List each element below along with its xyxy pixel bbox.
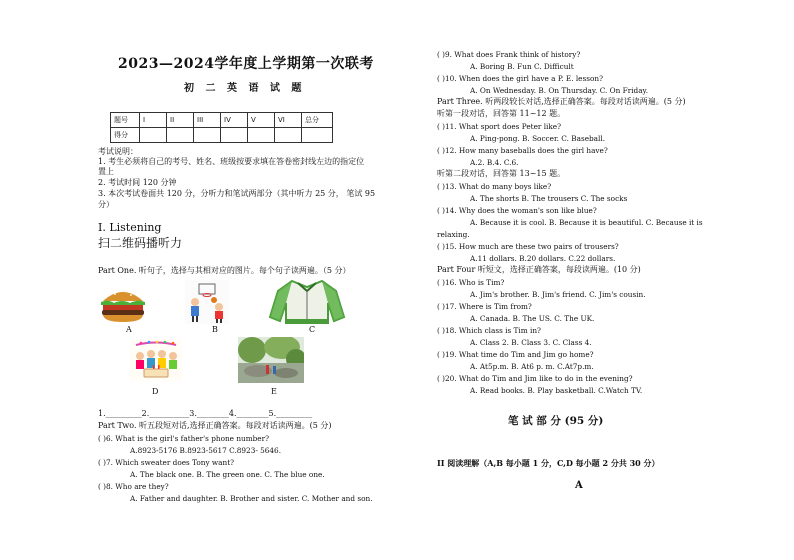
question-text: ( )7. Which sweater does Tony want? xyxy=(98,458,235,467)
question-text: ( )8. Who are they? xyxy=(98,482,169,491)
table-cell: 题号 xyxy=(111,113,140,128)
question-options: A. Canada. B. The US. C. The UK. xyxy=(470,314,595,323)
score-input[interactable] xyxy=(167,128,194,143)
score-table xyxy=(110,112,333,143)
question-options: A. On Wednesday. B. On Thursday. C. On Friday. xyxy=(470,86,649,95)
section-heading: I. Listening xyxy=(98,221,162,234)
question-text: ( )10. When does the girl have a P. E. lesson? xyxy=(437,74,603,83)
table-cell: III xyxy=(194,113,221,128)
question-options: A. Jim's brother. B. Jim's friend. C. Jim's cousin. xyxy=(470,290,646,299)
table-cell: IV xyxy=(221,113,248,128)
answer-blanks[interactable]: 1._________2.__________3.________4.________5._________ xyxy=(98,409,313,418)
table-row xyxy=(111,128,333,143)
question-text: ( )17. Where is Tim from? xyxy=(437,302,532,311)
image-label: D xyxy=(152,387,159,396)
instruction-line: 3. 本次考试卷面共 120 分，分听力和笔试两部分（其中听力 25 分， 笔试 95 xyxy=(98,189,376,198)
question-text: ( )12. How many baseballs does the girl have? xyxy=(437,146,608,155)
question-text: ( )13. What do many boys like? xyxy=(437,182,552,191)
image-label: E xyxy=(271,387,277,396)
question-text: ( )11. What sport does Peter like? xyxy=(437,122,562,131)
question-options: A. Because it is cool. B. Because it is beautiful. C. Because it is xyxy=(470,218,703,227)
question-text: ( )16. Who is Tim? xyxy=(437,278,505,287)
table-cell: II xyxy=(167,113,194,128)
score-input[interactable] xyxy=(248,128,275,143)
instruction-line: 分） xyxy=(98,200,114,209)
part-intro: 听第一段对话，回答第 11~12 题。 xyxy=(437,109,566,118)
question-options: A. Boring B. Fun C. Difficult xyxy=(470,62,574,71)
page-subtitle: 初 二 英 语 试 题 xyxy=(184,83,306,94)
instruction-line: 2. 考试时间 120 分钟 xyxy=(98,178,177,187)
table-cell: I xyxy=(140,113,167,128)
score-input[interactable] xyxy=(140,128,167,143)
instruction-line: 置上 xyxy=(98,167,114,176)
image-label: C xyxy=(309,325,316,334)
question-options: A. Father and daughter. B. Brother and sister. C. Mother and son. xyxy=(130,494,373,503)
jacket-image xyxy=(268,277,346,325)
question-options: A. Read books. B. Play basketball. C.Watch TV. xyxy=(470,386,643,395)
score-input[interactable] xyxy=(194,128,221,143)
question-options: A. At5p.m. B. At6 p. m. C.At7p.m. xyxy=(470,362,594,371)
question-text: ( )14. Why does the woman's son like blue? xyxy=(437,206,597,215)
part-heading: Part Two. 听五段短对话,选择正确答案。每段对话读两遍。(5 分) xyxy=(98,421,332,430)
question-text: ( )6. What is the girl's father's phone number? xyxy=(98,434,270,443)
image-label: B xyxy=(212,325,218,334)
question-text: ( )15. How much are these two pairs of trousers? xyxy=(437,242,619,251)
question-text: ( )19. What time do Tim and Jim go home? xyxy=(437,350,594,359)
table-cell: V xyxy=(248,113,275,128)
reading-section-heading: II 阅读理解（A,B 每小题 1 分，C,D 每小题 2 分共 30 分） xyxy=(437,458,660,468)
party-image xyxy=(130,339,182,381)
question-options: A. Ping-pong. B. Soccer. C. Baseball. xyxy=(470,134,606,143)
part-heading: Part Four 听短文，选择正确答案，每段读两遍。(10 分) xyxy=(437,265,641,274)
score-input[interactable] xyxy=(302,128,333,143)
question-text: ( )20. What do Tim and Jim like to do in the evening? xyxy=(437,374,633,383)
instructions-heading: 考试说明： xyxy=(98,147,138,156)
park-image xyxy=(238,337,304,383)
question-options: A. The shorts B. The trousers C. The socks xyxy=(470,194,628,203)
image-label: A xyxy=(126,325,132,334)
burger-image xyxy=(100,283,146,323)
instruction-line: 1. 考生必须将自己的考号、姓名、班级按要求填在答卷密封线左边的指定位 xyxy=(98,157,365,166)
table-cell: 总分 xyxy=(302,113,333,128)
score-input[interactable] xyxy=(221,128,248,143)
passage-letter: A xyxy=(575,480,583,491)
part-intro: 听第二段对话，回答第 13~15 题。 xyxy=(437,169,566,178)
part-heading: Part One. 听句子，选择与其相对应的图片。每个句子读两遍。（5 分） xyxy=(98,266,351,275)
table-cell: VI xyxy=(275,113,302,128)
part-heading: Part Three. 听两段较长对话,选择正确答案。每段对话读两遍。(5 分) xyxy=(437,97,686,106)
question-options: A. Class 2. B. Class 3. C. Class 4. xyxy=(470,338,592,347)
question-options: A. The black one. B. The green one. C. The blue one. xyxy=(130,470,325,479)
scan-label: 扫二维码播听力 xyxy=(98,236,183,250)
table-row xyxy=(111,113,333,128)
question-text: ( )18. Which class is Tim in? xyxy=(437,326,541,335)
page-title: 2023—2024学年度上学期第一次联考 xyxy=(118,56,374,72)
basketball-kids-image xyxy=(185,280,229,324)
question-options: A.8923-5176 B.8923-5617 C.8923- 5646. xyxy=(130,446,282,455)
question-text: ( )9. What does Frank think of history? xyxy=(437,50,581,59)
table-cell: 得分 xyxy=(111,128,140,143)
question-options: A.11 dollars. B.20 dollars. C.22 dollars. xyxy=(470,254,616,263)
score-input[interactable] xyxy=(275,128,302,143)
question-options: A.2. B.4. C.6. xyxy=(470,158,519,167)
question-options-cont: relaxing. xyxy=(437,230,470,239)
written-section-heading: 笔 试 部 分 (95 分) xyxy=(508,415,604,427)
